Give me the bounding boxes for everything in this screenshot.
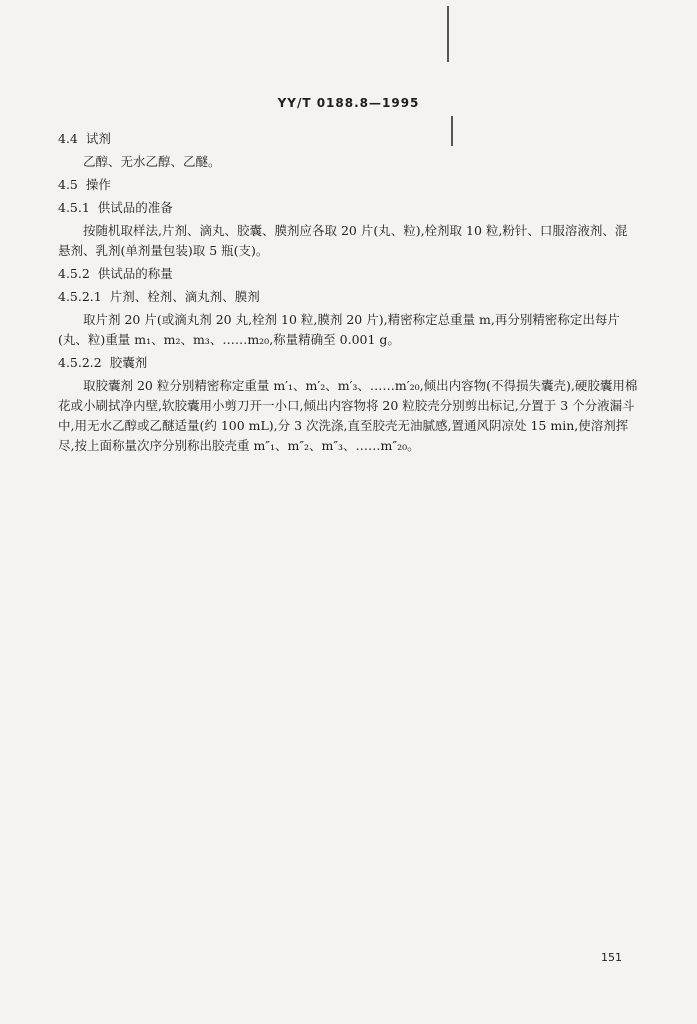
section-heading: 4.5.2.2 胶囊剂 bbox=[58, 355, 148, 370]
document-body bbox=[58, 129, 638, 459]
section-heading: 4.5 操作 bbox=[58, 177, 111, 192]
paragraph: 取片剂 20 片(或滴丸剂 20 丸,栓剂 10 粒,膜剂 20 片),精密称定总重量 m,再分别精密称定出每片(丸、粒)重量 m₁、m₂、m₃、……m₂₀,称量精确至 0.001 g。 bbox=[58, 312, 620, 347]
paragraph: 按随机取样法,片剂、滴丸、胶囊、膜剂应各取 20 片(丸、粒),栓剂取 10 粒,粉针、口服溶液剂、混悬剂、乳剂(单剂量包装)取 5 瓶(支)。 bbox=[58, 223, 628, 258]
section-heading: 4.4 试剂 bbox=[58, 131, 111, 146]
paragraph: 乙醇、无水乙醇、乙醚。 bbox=[83, 154, 221, 169]
scan-mark-top bbox=[447, 6, 449, 62]
paragraph: 取胶囊剂 20 粒分别精密称定重量 m′₁、m′₂、m′₃、……m′₂₀,倾出内容物(不得损失囊壳),硬胶囊用棉花或小刷拭净内壁,软胶囊用小剪刀开一小口,倾出内容物将 20 粒胶壳分别剪出标记,分置于 3 个分液漏斗中,用无水乙醇或乙醚适量(约 100 mL),分 3 次洗涤,直至胶壳无油腻感,置通风阴凉处 15 min,使溶剂挥尽,按上面称量次序分别称出胶壳重 m″₁、m″₂、m″₃、……m″₂₀。 bbox=[58, 378, 638, 453]
section-heading: 4.5.2 供试品的称量 bbox=[58, 266, 173, 281]
standard-code-header: YY/T 0188.8—1995 bbox=[277, 96, 420, 110]
section-heading: 4.5.1 供试品的准备 bbox=[58, 200, 173, 215]
page-number: 151 bbox=[601, 951, 622, 964]
section-heading: 4.5.2.1 片剂、栓剂、滴丸剂、膜剂 bbox=[58, 289, 260, 304]
